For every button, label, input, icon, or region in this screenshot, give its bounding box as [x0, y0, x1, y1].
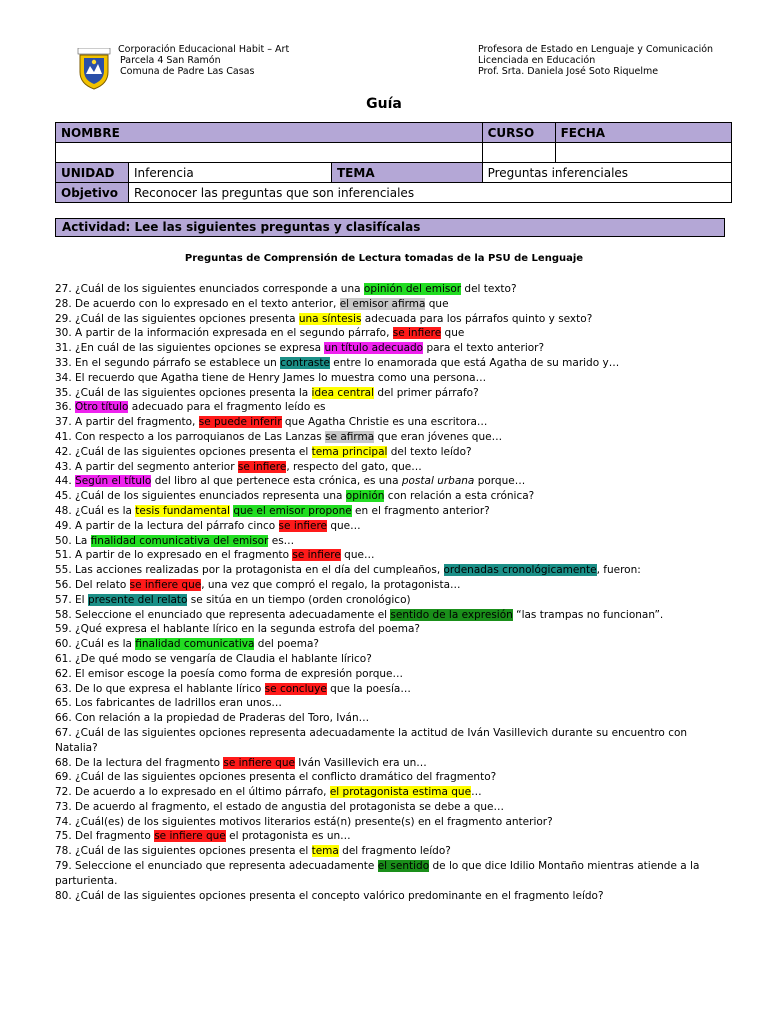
question-text: del fragmento leído? [338, 845, 451, 858]
question-text: que… [340, 549, 375, 562]
question-text: del texto? [461, 283, 517, 295]
question-item [55, 608, 725, 623]
question-item [55, 800, 725, 815]
question-item [55, 341, 725, 356]
highlighted-phrase: una síntesis [298, 312, 362, 325]
unidad-label: UNIDAD [56, 163, 129, 183]
question-text: De lo que expresa el hablante lírico [75, 682, 265, 695]
question-text: Con respecto a los parroquianos de Las Lanzas [75, 430, 326, 443]
question-item [55, 563, 725, 578]
question-number: 63. [55, 682, 76, 695]
question-number: 60. [55, 638, 76, 651]
curso-field[interactable] [482, 143, 555, 163]
objetivo-value: Reconocer las preguntas que son inferenciales [129, 183, 732, 203]
highlighted-phrase: se concluye [264, 682, 327, 695]
question-item [55, 445, 725, 460]
question-text: Las acciones realizadas por la protagonista en el día del cumpleaños, [75, 564, 444, 577]
fecha-field[interactable] [555, 143, 731, 163]
question-number: 36. [55, 401, 76, 414]
question-number: 74. [55, 815, 76, 828]
question-item [55, 534, 725, 549]
institution-address: Parcela 4 San Ramón [120, 55, 221, 66]
question-item [55, 282, 725, 297]
highlighted-phrase: se infiere que [129, 578, 202, 591]
highlighted-phrase: el protagonista estima que [329, 786, 472, 799]
question-item [55, 770, 725, 785]
highlighted-phrase: se infiere que [154, 830, 226, 843]
question-number: 61. [55, 652, 76, 665]
question-number: 37. [55, 416, 76, 429]
question-number: 50. [55, 534, 76, 547]
question-item [55, 726, 725, 756]
question-item [55, 889, 725, 904]
question-text: ¿Cuál de las siguientes opciones presenta el concepto valórico predominante en el fragmento leído? [75, 889, 604, 902]
highlighted-phrase: sentido de la expresión [390, 608, 513, 621]
question-text: , fueron: [596, 564, 641, 577]
question-number: 29. [55, 312, 76, 325]
question-item [55, 430, 725, 445]
school-crest-icon [76, 48, 112, 90]
question-number: 45. [55, 490, 76, 503]
highlighted-phrase: Otro título [75, 401, 129, 414]
question-text: De acuerdo al fragmento, el estado de angustia del protagonista se debe a que… [75, 800, 504, 813]
question-item [55, 386, 725, 401]
question-text: entre lo enamorada que está Agatha de su marido y… [329, 356, 620, 369]
question-item [55, 519, 725, 534]
question-text: ¿Cuál de las siguientes opciones representa adecuadamente la actitud de Iván Vasillevich durante su encuentro con Natalia? [55, 726, 688, 754]
question-number: 68. [55, 756, 76, 769]
question-text: del poema? [254, 638, 319, 651]
question-text: se sitúa en un tiempo (orden cronológico) [187, 593, 411, 606]
question-number: 44. [55, 475, 76, 488]
question-number: 67. [55, 726, 76, 739]
question-item [55, 460, 725, 475]
question-item [55, 297, 725, 312]
highlighted-phrase: el emisor afirma [339, 297, 426, 310]
highlighted-phrase: tesis fundamental [135, 504, 230, 517]
highlighted-phrase: contraste [280, 356, 330, 369]
question-item [55, 415, 725, 430]
question-text: Del relato [75, 578, 130, 591]
question-number: 49. [55, 519, 76, 532]
question-text: para el texto anterior? [423, 342, 545, 355]
question-text: que [425, 297, 449, 310]
highlighted-phrase: tema principal [311, 445, 388, 458]
question-number: 42. [55, 445, 76, 458]
question-item [55, 682, 725, 697]
section-subtitle: Preguntas de Comprensión de Lectura tomadas de la PSU de Lenguaje [184, 253, 584, 264]
question-item [55, 637, 725, 652]
question-text: del texto leído? [387, 445, 472, 458]
question-item [55, 548, 725, 563]
question-text: A partir de la lectura del párrafo cinco [75, 519, 279, 532]
question-item [55, 312, 725, 327]
question-text: es… [268, 534, 295, 547]
question-number: 28. [55, 297, 76, 310]
question-text: que eran jóvenes que… [374, 430, 503, 443]
highlighted-phrase: presente del relato [87, 593, 188, 606]
question-item [55, 622, 725, 637]
highlighted-phrase: el sentido [377, 860, 430, 873]
question-text: En el segundo párrafo se establece un [75, 356, 281, 369]
question-text: ¿Cuál de los siguientes enunciados corresponde a una [75, 283, 364, 295]
question-item [55, 371, 725, 386]
teacher-info [478, 44, 713, 77]
question-number: 79. [55, 860, 76, 873]
question-item [55, 356, 725, 371]
question-text: en el fragmento anterior? [351, 504, 490, 517]
question-text: el protagonista es un… [225, 830, 351, 843]
question-number: 75. [55, 830, 76, 843]
question-text: Los fabricantes de ladrillos eran unos… [75, 697, 282, 710]
highlighted-phrase: se infiere [292, 549, 341, 562]
highlighted-phrase: tema [311, 845, 339, 858]
question-text: ¿Cuál de los siguientes enunciados representa una [75, 490, 346, 503]
page-title: Guía [366, 96, 402, 112]
question-text: ¿En cuál de las siguientes opciones se expresa [75, 342, 325, 355]
question-text: El [75, 593, 88, 606]
question-number: 72. [55, 786, 76, 799]
question-text: de lo que dice Idilio Montaño mientras atiende a la parturienta. [55, 860, 700, 887]
highlighted-phrase: ordenadas cronológicamente [443, 564, 597, 577]
question-item [55, 326, 725, 341]
question-number: 31. [55, 342, 76, 355]
question-text: Iván Vasillevich era un… [294, 756, 427, 769]
question-number: 59. [55, 623, 76, 636]
question-item [55, 829, 725, 844]
question-text: ¿Cuál es la [75, 504, 136, 517]
question-text: adecuada para los párrafos quinto y sexto? [361, 312, 593, 325]
question-text: De acuerdo con lo expresado en el texto anterior, [75, 297, 340, 310]
nombre-header: NOMBRE [56, 123, 483, 143]
nombre-field[interactable] [56, 143, 483, 163]
question-item [55, 474, 725, 489]
question-number: 27. [55, 283, 76, 295]
question-text: El recuerdo que Agatha tiene de Henry James lo muestra como una persona… [75, 371, 487, 384]
question-item [55, 652, 725, 667]
highlighted-phrase: idea central [311, 386, 375, 399]
highlighted-phrase: finalidad comunicativa del emisor [90, 534, 269, 547]
question-text: que… [327, 519, 361, 532]
question-text: ¿Qué expresa el hablante lírico en la segunda estrofa del poema? [75, 623, 420, 636]
question-text: porque… [474, 475, 526, 488]
question-number: 69. [55, 771, 76, 784]
question-text: ¿De qué modo se vengaría de Claudia el hablante lírico? [75, 652, 372, 665]
activity-banner: Actividad: Lee las siguientes preguntas y clasifícalas [55, 218, 725, 237]
question-text: Del fragmento [75, 830, 155, 843]
question-text: El emisor escoge la poesía como forma de expresión porque… [75, 667, 403, 680]
question-item [55, 504, 725, 519]
institution-commune: Comuna de Padre Las Casas [120, 66, 255, 77]
question-text: , respecto del gato, que… [286, 460, 422, 473]
question-number: 43. [55, 460, 76, 473]
question-item [55, 859, 725, 889]
student-info-table [55, 122, 732, 203]
letterhead [76, 44, 736, 94]
question-item [55, 400, 725, 415]
highlighted-phrase: se puede inferir [198, 416, 282, 429]
highlighted-phrase: finalidad comunicativa [135, 638, 255, 651]
curso-header: CURSO [482, 123, 555, 143]
question-text: ¿Cuál de las siguientes opciones presenta el conflicto dramático del fragmento? [75, 771, 497, 784]
question-number: 55. [55, 564, 76, 577]
highlighted-phrase: se afirma [325, 430, 375, 443]
question-number: 48. [55, 504, 76, 517]
question-number: 33. [55, 356, 76, 369]
teacher-degree: Licenciada en Educación [478, 55, 596, 66]
highlighted-phrase: se infiere que [223, 756, 295, 769]
fecha-header: FECHA [555, 123, 731, 143]
question-text: que [441, 327, 465, 340]
question-text: del primer párrafo? [374, 386, 479, 399]
question-text: ¿Cuál de las siguientes opciones presenta el [75, 445, 312, 458]
tema-label: TEMA [332, 163, 483, 183]
question-number: 51. [55, 549, 76, 562]
question-number: 41. [55, 430, 76, 443]
highlighted-phrase: opinión [345, 490, 385, 503]
highlighted-phrase: se infiere [278, 519, 328, 532]
question-text: ¿Cuál de las siguientes opciones presenta [75, 312, 299, 325]
question-item [55, 756, 725, 771]
institution-name: Corporación Educacional Habit – Art [118, 44, 290, 55]
highlighted-phrase: opinión del emisor [363, 283, 462, 295]
highlighted-phrase: se infiere [237, 460, 287, 473]
question-number: 56. [55, 578, 76, 591]
question-item [55, 593, 725, 608]
question-text: A partir del segmento anterior [75, 460, 238, 473]
question-text: Seleccione el enunciado que representa adecuadamente el [75, 608, 391, 621]
teacher-title: Profesora de Estado en Lenguaje y Comunicación [478, 44, 714, 55]
question-number: 58. [55, 608, 76, 621]
question-number: 34. [55, 371, 76, 384]
unidad-value: Inferencia [129, 163, 332, 183]
question-text: con relación a esta crónica? [384, 490, 535, 503]
tema-value: Preguntas inferenciales [482, 163, 731, 183]
question-text: De la lectura del fragmento [75, 756, 224, 769]
question-list [55, 282, 725, 903]
question-number: 66. [55, 712, 76, 725]
question-number: 35. [55, 386, 76, 399]
question-item [55, 696, 725, 711]
question-text: La [75, 534, 91, 547]
question-item [55, 785, 725, 800]
question-text: Seleccione el enunciado que representa adecuadamente [75, 860, 378, 873]
highlighted-phrase: un título adecuado [324, 342, 424, 355]
highlighted-phrase: que el emisor propone [233, 504, 352, 517]
question-number: 80. [55, 889, 76, 902]
question-text: De acuerdo a lo expresado en el último párrafo, [75, 786, 330, 799]
question-number: 57. [55, 593, 76, 606]
question-text: … [471, 786, 482, 799]
highlighted-phrase: Según el título [75, 475, 152, 488]
question-item [55, 667, 725, 682]
question-number: 62. [55, 667, 76, 680]
highlighted-phrase: se infiere [392, 327, 442, 340]
question-text: , una vez que compró el regalo, la protagonista… [201, 578, 461, 591]
objetivo-label: Objetivo [56, 183, 129, 203]
institution-info [118, 44, 289, 77]
question-text: adecuado para el fragmento leído es [128, 401, 326, 414]
question-text: que Agatha Christie es una escritora… [281, 416, 488, 429]
question-text: Con relación a la propiedad de Praderas del Toro, Iván… [75, 712, 370, 725]
question-text: ¿Cuál es la [75, 638, 136, 651]
italic-phrase: postal urbana [401, 475, 475, 488]
question-item [55, 489, 725, 504]
question-text: ¿Cuál de las siguientes opciones presenta la [75, 386, 312, 399]
question-text: ¿Cuál(es) de los siguientes motivos literarios está(n) presente(s) en el fragmento anterior? [75, 815, 553, 828]
question-text: A partir de lo expresado en el fragmento [75, 549, 293, 562]
question-text: ¿Cuál de las siguientes opciones presenta el [75, 845, 312, 858]
question-text: A partir de la información expresada en el segundo párrafo, [75, 327, 393, 340]
question-number: 78. [55, 845, 76, 858]
question-number: 65. [55, 697, 76, 710]
question-text: que la poesía… [326, 682, 411, 695]
question-number: 73. [55, 800, 76, 813]
question-text: del libro al que pertenece esta crónica, es una [151, 475, 402, 488]
question-text: A partir del fragmento, [75, 416, 199, 429]
question-item [55, 578, 725, 593]
question-item [55, 815, 725, 830]
question-text: “las trampas no funcionan”. [512, 608, 664, 621]
question-item [55, 844, 725, 859]
question-item [55, 711, 725, 726]
teacher-name: Prof. Srta. Daniela José Soto Riquelme [478, 66, 659, 77]
question-number: 30. [55, 327, 76, 340]
